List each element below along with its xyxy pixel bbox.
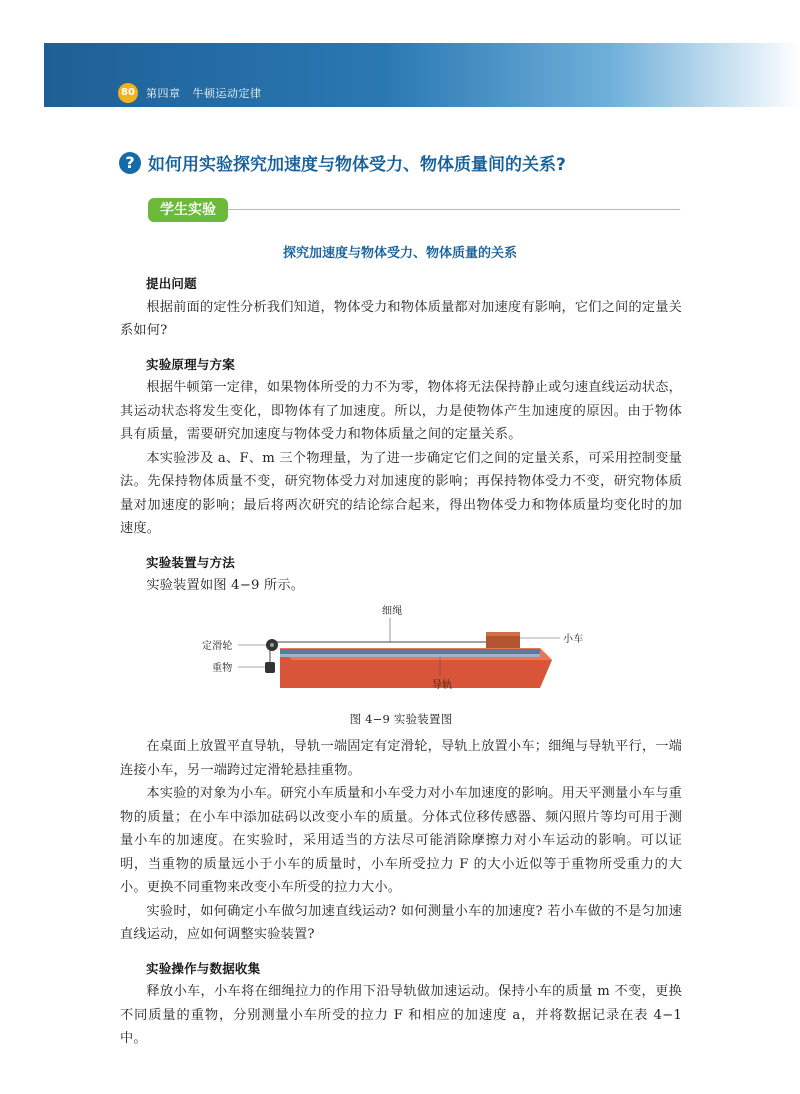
paragraph: 根据牛顿第一定律，如果物体所受的力不为零，物体将无法保持静止或匀速直线运动状态，其运动状态将发生变化，即物体有了加速度。所以，力是使物体产生加速度的原因。由于物体具有质量，需要研究加速度与物体受力和物体质量之间的定量关系。 [120, 380, 682, 442]
weight [265, 662, 275, 673]
label-weight: 重物 [212, 662, 233, 674]
heading-apparatus: 实验装置与方法 [146, 554, 235, 570]
paragraph: 本实验涉及 a、F、m 三个物理量，为了进一步确定它们之间的定量关系，可采用控制变量法。先保持物体质量不变，研究物体受力对加速度的影响；再保持物体受力不变，研究物体质量对加速度的影响；最后将两次研究的结论综合起来，得出物体受力和物体质量均变化时的加速度。 [120, 450, 682, 536]
track-rail [280, 649, 540, 654]
paragraph: 释放小车，小车将在细绳拉力的作用下沿导轨做加速运动。保持小车的质量 m 不变，更换不同质量的重物，分别测量小车所受的拉力 F 和相应的加速度 a，并将数据记录在表 4−1 中。 [120, 984, 682, 1046]
paragraph: 本实验的对象为小车。研究小车质量和小车受力对小车加速度的影响。用天平测量小车与重物的质量；在小车中添加砝码以改变小车的质量。分体式位移传感器、频闪照片等均可用于测量小车的加速度。在实验时，采用适当的方法尽可能消除摩擦力对小车运动的影响。可以证明，当重物的质量远小于小车的质量时，小车所受拉力 F 的大小近似等于重物所受重力的大小。更换不同重物来改变小车所受的拉力大小。 [120, 786, 682, 895]
paragraph: 实验时，如何确定小车做匀加速直线运动? 如何测量小车的加速度? 若小车做的不是匀加速直线运动，应如何调整实验装置? [120, 903, 682, 942]
apparatus-diagram [120, 604, 682, 702]
paragraph: 实验装置如图 4−9 所示。 [146, 578, 305, 593]
paragraph: 在桌面上放置平直导轨，导轨一端固定有定滑轮，导轨上放置小车；细绳与导轨平行，一端连接小车，另一端跨过定滑轮悬挂重物。 [120, 739, 682, 778]
chapter-title: 第四章 牛顿运动定律 [146, 87, 262, 100]
page-number: 80 [118, 83, 138, 103]
figure-caption: 图 4−9 实验装置图 [349, 711, 453, 726]
badge-divider [228, 209, 680, 210]
heading-data-collection: 实验操作与数据收集 [146, 960, 261, 976]
section-question: 如何用实验探究加速度与物体受力、物体质量间的关系? [148, 155, 566, 175]
question-icon: ? [119, 152, 141, 174]
body-content [120, 272, 682, 1051]
student-experiment-badge: 学生实验 [148, 198, 228, 222]
label-track: 导轨 [432, 679, 453, 691]
track-rail-lower [280, 654, 540, 657]
experiment-title: 探究加速度与物体受力、物体质量的关系 [282, 246, 517, 261]
paragraph: 根据前面的定性分析我们知道，物体受力和物体质量都对加速度有影响，它们之间的定量关系如何? [120, 299, 682, 338]
label-rope: 细绳 [382, 605, 403, 617]
heading-raise-question: 提出问题 [146, 276, 197, 291]
label-pulley: 定滑轮 [202, 640, 233, 652]
label-cart: 小车 [563, 633, 584, 645]
heading-principle: 实验原理与方案 [146, 356, 235, 372]
figure-apparatus [120, 604, 682, 702]
